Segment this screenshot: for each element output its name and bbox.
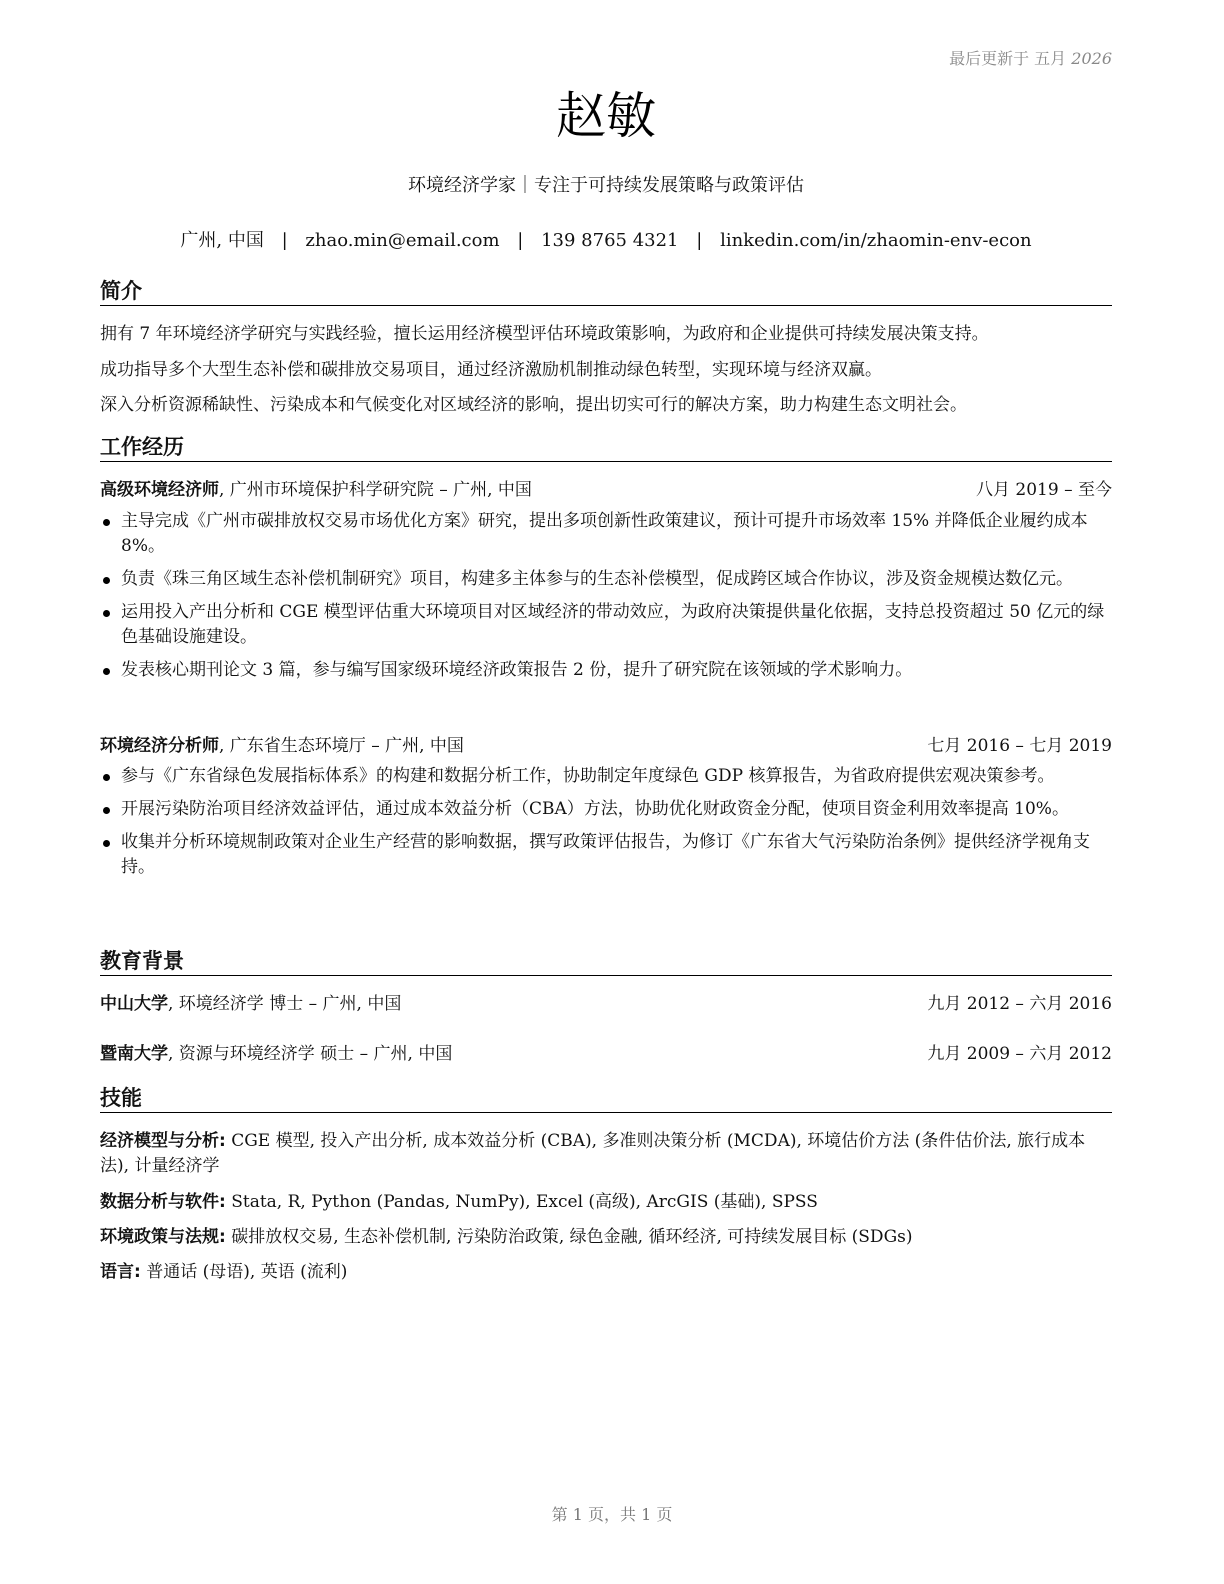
- skill-row: [100, 1190, 1112, 1215]
- list-item: [100, 797, 1112, 822]
- updated-month: 五月: [1034, 49, 1067, 68]
- bullet-dot: [103, 840, 110, 847]
- skill-label: 经济模型与分析:: [100, 1131, 226, 1151]
- job-title-org: [100, 734, 464, 758]
- person-name: 赵敏: [556, 87, 656, 145]
- job-title-org: [100, 478, 532, 502]
- page-footer: 第 1 页，共 1 页: [551, 1505, 673, 1524]
- education-school: 中山大学: [100, 994, 168, 1014]
- job-bullets: [100, 509, 1112, 683]
- bullet-text: 参与《广东省绿色发展指标体系》的构建和数据分析工作，协助制定年度绿色 GDP 核算报告，为省政府提供宏观决策参考。: [121, 766, 1055, 786]
- job-dates: 七月 2016 – 七月 2019: [927, 736, 1112, 756]
- bullet-dot: [103, 519, 110, 526]
- education-detail: , 环境经济学 博士 – 广州, 中国: [168, 994, 402, 1014]
- education-school-degree: [100, 992, 401, 1016]
- section-title-experience: 工作经历: [100, 434, 1112, 462]
- bullet-dot: [103, 668, 110, 675]
- bullet-text: 运用投入产出分析和 CGE 模型评估重大环境项目对区域经济的带动效应，为政府决策提供量化依据，支持总投资超过 50 亿元的绿色基础设施建设。: [121, 602, 1105, 647]
- education-detail: , 资源与环境经济学 硕士 – 广州, 中国: [168, 1044, 453, 1064]
- job-bullets: [100, 764, 1112, 880]
- list-item: [100, 658, 1112, 683]
- list-item: [100, 764, 1112, 789]
- bullet-dot: [103, 774, 110, 781]
- summary-line: 拥有 7 年环境经济学研究与实践经验，擅长运用经济模型评估环境政策影响，为政府和企业提供可持续发展决策支持。: [100, 324, 989, 344]
- bullet-text: 开展污染防治项目经济效益评估，通过成本效益分析（CBA）方法，协助优化财政资金分配，使项目资金利用效率提高 10%。: [121, 799, 1069, 819]
- education-row: [100, 1042, 1112, 1066]
- section-title-education: 教育背景: [100, 948, 1112, 976]
- bullet-dot: [103, 807, 110, 814]
- bullet-text: 负责《珠三角区域生态补偿机制研究》项目，构建多主体参与的生态补偿模型，促成跨区域合作协议，涉及资金规模达数亿元。: [121, 569, 1073, 589]
- list-item: [100, 509, 1112, 559]
- skill-value: 普通话 (母语), 英语 (流利): [140, 1262, 348, 1282]
- bullet-text: 发表核心期刊论文 3 篇，参与编写国家级环境经济政策报告 2 份，提升了研究院在该领域的学术影响力。: [121, 660, 913, 680]
- education-dates: 九月 2009 – 六月 2012: [927, 1044, 1112, 1064]
- job-dates: 八月 2019 – 至今: [976, 480, 1112, 500]
- job-org: , 广州市环境保护科学研究院 – 广州, 中国: [219, 480, 532, 500]
- job-role: 环境经济分析师: [100, 736, 219, 756]
- skill-label: 语言:: [100, 1262, 141, 1282]
- job-org: , 广东省生态环境厅 – 广州, 中国: [219, 736, 464, 756]
- list-item: [100, 600, 1112, 650]
- contact-phone[interactable]: 139 8765 4321: [541, 230, 679, 251]
- contact-email[interactable]: zhao.min@email.com: [305, 230, 500, 251]
- skill-value: Stata, R, Python (Pandas, NumPy), Excel (高级), ArcGIS (基础), SPSS: [225, 1192, 818, 1212]
- updated-year: 2026: [1071, 49, 1112, 68]
- education-school-degree: [100, 1042, 452, 1066]
- bullet-text: 主导完成《广州市碳排放权交易市场优化方案》研究，提出多项创新性政策建议，预计可提升市场效率 15% 并降低企业履约成本 8%。: [121, 511, 1088, 556]
- skill-value: CGE 模型, 投入产出分析, 成本效益分析 (CBA), 多准则决策分析 (MCDA), 环境估价方法 (条件估价法, 旅行成本法), 计量经济学: [100, 1131, 1086, 1176]
- skill-label: 数据分析与软件:: [100, 1192, 226, 1212]
- bullet-dot: [103, 610, 110, 617]
- tagline: 环境经济学家｜专注于可持续发展策略与政策评估: [408, 175, 804, 196]
- job-header: [100, 734, 1112, 758]
- skill-row: [100, 1260, 1112, 1285]
- list-item: [100, 567, 1112, 592]
- summary-line: 深入分析资源稀缺性、污染成本和气候变化对区域经济的影响，提出切实可行的解决方案，助力构建生态文明社会。: [100, 395, 967, 415]
- last-updated: [949, 46, 1112, 69]
- list-item: [100, 830, 1112, 880]
- updated-prefix: 最后更新于: [949, 49, 1030, 68]
- skill-value: 碳排放权交易, 生态补偿机制, 污染防治政策, 绿色金融, 循环经济, 可持续发展目标 (SDGs): [225, 1227, 913, 1247]
- contact-separator: |: [517, 230, 524, 251]
- education-dates: 九月 2012 – 六月 2016: [927, 994, 1112, 1014]
- skill-label: 环境政策与法规:: [100, 1227, 226, 1247]
- skill-row: [100, 1225, 1112, 1250]
- education-school: 暨南大学: [100, 1044, 168, 1064]
- summary-line: 成功指导多个大型生态补偿和碳排放交易项目，通过经济激励机制推动绿色转型，实现环境与经济双赢。: [100, 360, 882, 380]
- contact-separator: |: [281, 230, 288, 251]
- section-title-skills: 技能: [100, 1085, 1112, 1113]
- contact-line: [100, 226, 1112, 252]
- job-header: [100, 478, 1112, 502]
- skill-row: [100, 1129, 1112, 1179]
- bullet-text: 收集并分析环境规制政策对企业生产经营的影响数据，撰写政策评估报告，为修订《广东省大气污染防治条例》提供经济学视角支持。: [121, 832, 1090, 877]
- contact-linkedin[interactable]: linkedin.com/in/zhaomin-env-econ: [720, 230, 1032, 251]
- education-row: [100, 992, 1112, 1016]
- contact-location: 广州, 中国: [180, 230, 264, 251]
- section-title-summary: 简介: [100, 278, 1112, 306]
- bullet-dot: [103, 577, 110, 584]
- contact-separator: |: [696, 230, 703, 251]
- resume-page: [100, 0, 1112, 1584]
- job-role: 高级环境经济师: [100, 480, 219, 500]
